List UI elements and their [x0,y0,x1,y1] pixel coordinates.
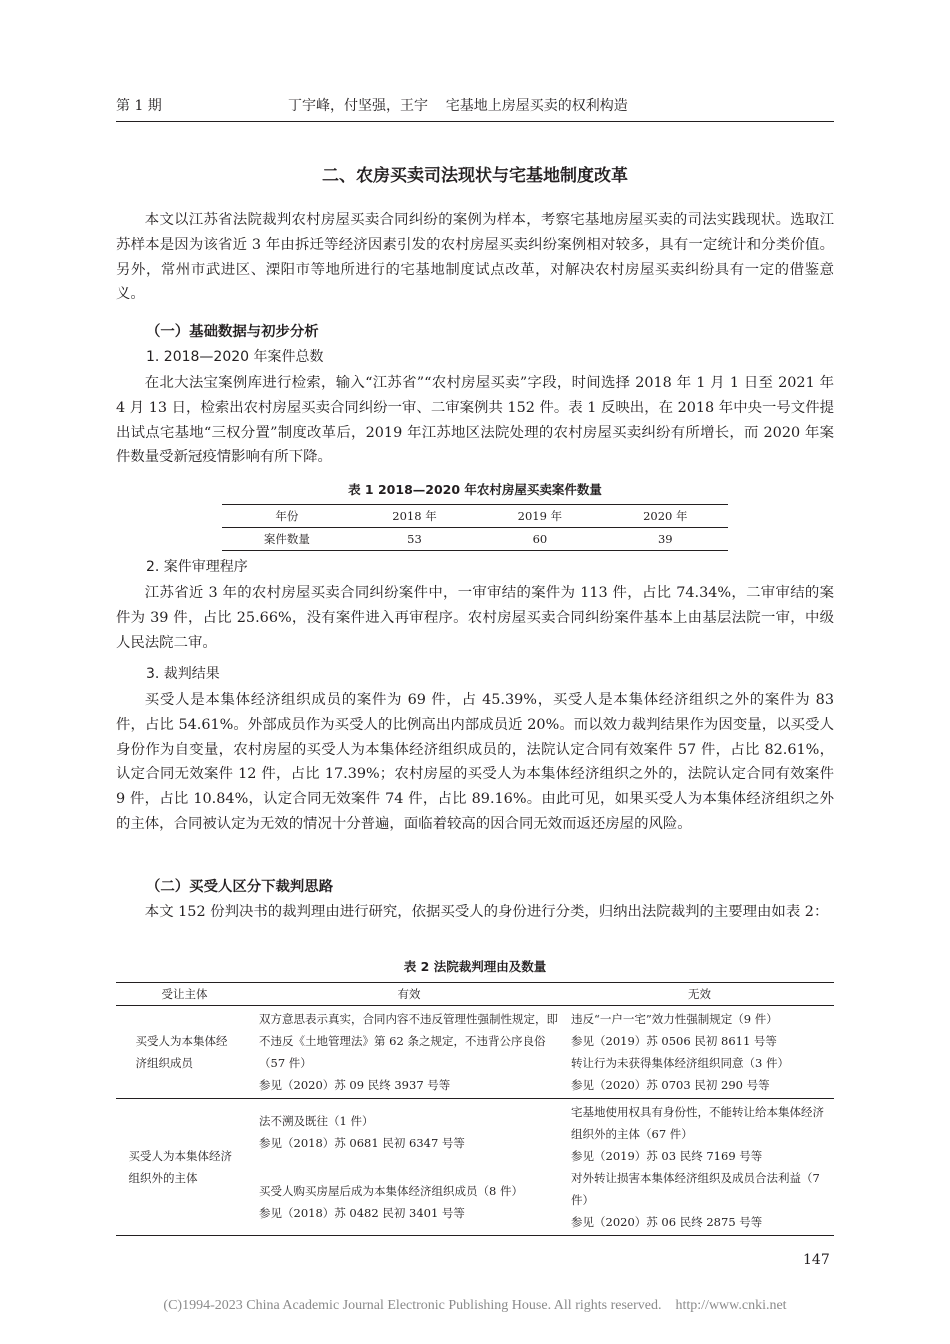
invalid-reason: 转让行为未获得集体经济组织同意（3 件） [571,1056,789,1070]
valid-reference: 参见（2018）苏 0482 民初 3401 号等 [259,1206,465,1220]
item-3-title: 3. 裁判结果 [146,666,220,682]
valid-reference: 参见（2020）苏 09 民终 3937 号等 [259,1078,451,1092]
page-number: 147 [803,1252,830,1268]
copyright-footer: (C)1994-2023 China Academic Journal Electronic Publishing House. All rights reserved. http://www.cnki.net [163,1298,787,1313]
table-2-invalid-cell [565,1006,834,1099]
running-header: 丁宇峰，付坚强，王宇 宅基地上房屋买卖的权利构造 [288,98,628,114]
table-1-header-cell: 2020 年 [603,505,728,528]
item-1-text: 在北大法宝案例库进行检索，输入“江苏省”“农村房屋买卖”字段，时间选择 2018 年 1 月 1 日至 2021 年 4 月 13 日，检索出农村房屋买卖合同纠纷一审、二审案例共 152 件。表 1 反映出，在 2018 年中央一号文件提出试点宅基地“三权分置”制度改革后，2019 年江苏地区法院处理的农村房屋买卖纠纷有所增长，而 2020 年案件数量受新冠疫情影响有所下降。 [116,375,834,466]
valid-reason: 法不溯及既往（1 件） [259,1114,374,1128]
table-2-header-cell: 无效 [565,983,834,1006]
invalid-reference: 参见（2020）苏 06 民终 2875 号等 [571,1215,763,1229]
invalid-reference: 参见（2019）苏 0506 民初 8611 号等 [571,1034,777,1048]
item-2-title: 2. 案件审理程序 [146,559,248,575]
header-divider [116,121,834,122]
table-1-header-cell: 2018 年 [352,505,477,528]
subsection-1-title: （一）基础数据与初步分析 [146,324,319,340]
table-2 [116,982,834,1236]
table-1-header-row [222,505,728,528]
item-2-text: 江苏省近 3 年的农村房屋买卖合同纠纷案件中，一审审结的案件为 113 件，占比 74.34%，二审审结的案件为 39 件，占比 25.66%，没有案件进入再审程序。农村房屋买卖合同纠纷案件基本上由基层法院一审，中级人民法院二审。 [116,585,834,651]
subject-text: 买受人为本集体经济组织成员 [135,1034,228,1070]
table-1-cell: 案件数量 [222,528,352,551]
table-2-invalid-cell [565,1099,834,1236]
table-2-subject-cell [116,1006,253,1099]
table-1-caption: 表 1 2018—2020 年农村房屋买卖案件数量 [348,482,602,497]
table-2-row [116,1099,834,1236]
valid-reason: 双方意思表示真实，合同内容不违反管理性强制性规定，即不违反《土地管理法》第 62 条之规定，不违背公序良俗（57 件） [259,1012,558,1070]
table-1-header-cell: 2019 年 [477,505,602,528]
table-1-cell: 60 [477,528,602,551]
invalid-reference: 参见（2020）苏 0703 民初 290 号等 [571,1078,770,1092]
subject-text: 买受人为本集体经济组织外的主体 [128,1149,232,1185]
table-2-caption: 表 2 法院裁判理由及数量 [403,959,547,974]
cell-spacer [259,1154,559,1180]
subsection-2-title: （二）买受人区分下裁判思路 [146,879,334,895]
table-2-valid-cell [253,1006,565,1099]
table-2-subject-cell [116,1099,253,1236]
table-1-cell: 53 [352,528,477,551]
invalid-reason: 宅基地使用权具有身份性，不能转让给本集体经济组织外的主体（67 件） [571,1105,824,1141]
table-2-header-cell: 有效 [253,983,565,1006]
invalid-reason: 对外转让损害本集体经济组织及成员合法利益（7 件） [571,1171,820,1207]
table-2-valid-cell [253,1099,565,1236]
table-1-header-cell: 年份 [222,505,352,528]
table-1 [222,504,728,551]
subsection-2-text: 本文 152 份判决书的裁判理由进行研究，依据买受人的身份进行分类，归纳出法院裁判的主要理由如表 2： [144,904,829,920]
invalid-reason: 违反“一户一宅”效力性强制规定（9 件） [571,1012,778,1026]
table-1-data-row [222,528,728,551]
invalid-reference: 参见（2019）苏 03 民终 7169 号等 [571,1149,763,1163]
table-2-row [116,1006,834,1099]
valid-reason: 买受人购买房屋后成为本集体经济组织成员（8 件） [259,1184,523,1198]
intro-paragraph: 本文以江苏省法院裁判农村房屋买卖合同纠纷的案例为样本，考察宅基地房屋买卖的司法实践现状。选取江苏样本是因为该省近 3 年由拆迁等经济因素引发的农村房屋买卖纠纷案例相对较多，具有一定统计和分类价值。另外，常州市武进区、溧阳市等地所进行的宅基地制度试点改革，对解决农村房屋买卖纠纷具有一定的借鉴意义。 [116,212,834,303]
journal-issue: 第 1 期 [116,98,162,114]
table-2-header-cell: 受让主体 [116,983,253,1006]
table-2-header-row [116,983,834,1006]
table-1-cell: 39 [603,528,728,551]
section-title: 二、农房买卖司法现状与宅基地制度改革 [322,166,628,186]
valid-reference: 参见（2018）苏 0681 民初 6347 号等 [259,1136,465,1150]
item-3-text: 买受人是本集体经济组织成员的案件为 69 件，占 45.39%，买受人是本集体经济组织之外的案件为 83 件，占比 54.61%。外部成员作为买受人的比例高出内部成员近 20%。而以效力裁判结果作为因变量，以买受人身份作为自变量，农村房屋的买受人为本集体经济组织成员的，法院认定合同有效案件 57 件，占比 82.61%，认定合同无效案件 12 件，占比 17.39%；农村房屋的买受人为本集体经济组织之外的，法院认定合同有效案件 9 件，占比 10.84%，认定合同无效案件 74 件，占比 89.16%。由此可见，如果买受人为本集体经济组织之外的主体，合同被认定为无效的情况十分普遍，面临着较高的因合同无效而返还房屋的风险。 [116,692,834,832]
item-1-title: 1. 2018—2020 年案件总数 [146,349,324,365]
